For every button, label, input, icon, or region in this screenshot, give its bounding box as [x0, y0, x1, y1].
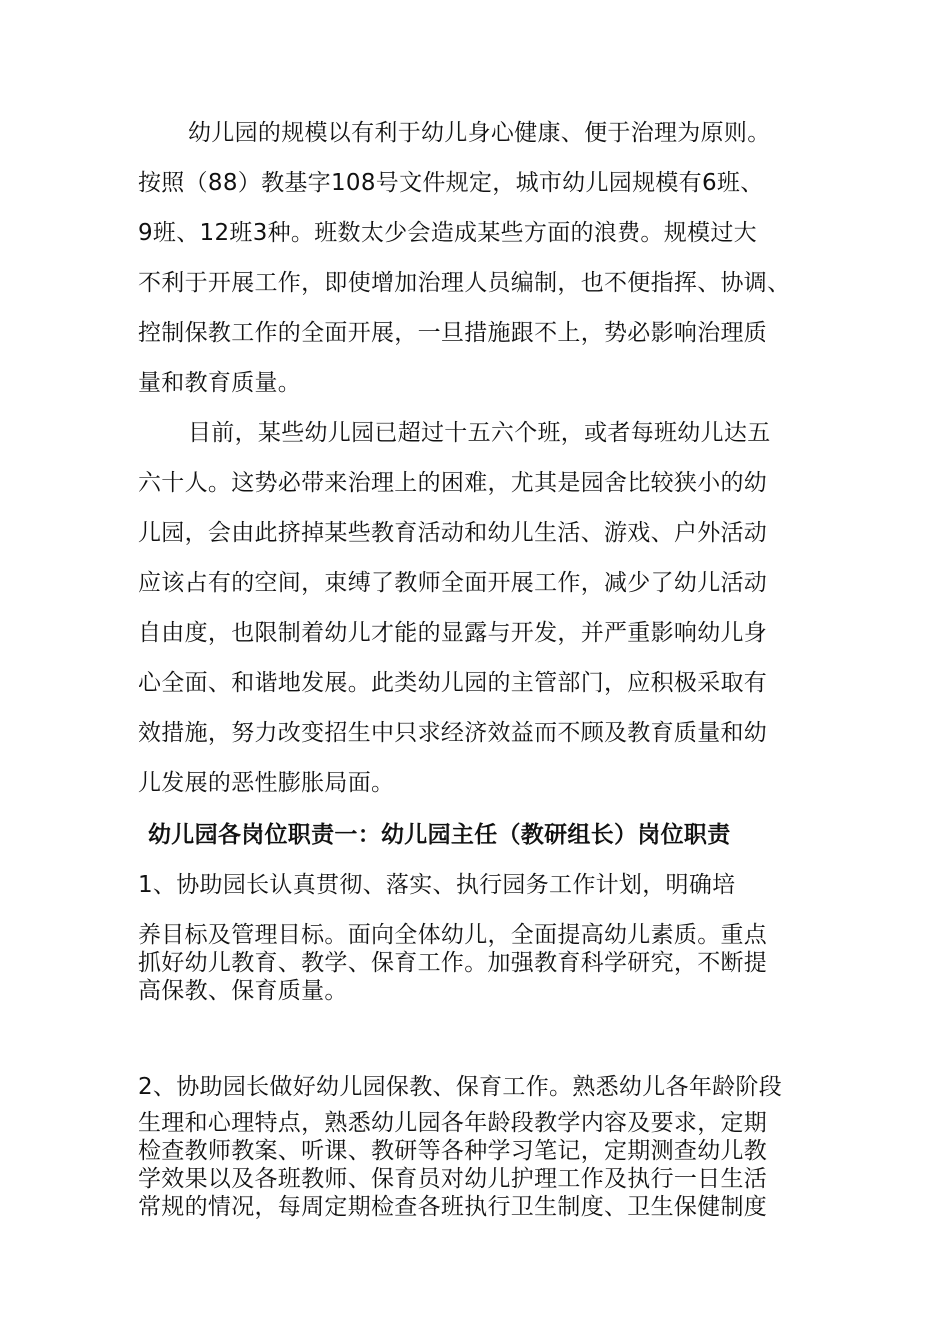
item-2-line-1: 2、协助园长做好幼儿园保教、保育工作。熟悉幼儿各年龄阶段	[138, 1074, 783, 1100]
paragraph-1-line-6: 量和教育质量。	[138, 370, 302, 396]
item-2-line-5: 常规的情况，每周定期检查各班执行卫生制度、卫生保健制度	[138, 1194, 768, 1220]
paragraph-1-line-3: 9班、12班3种。班数太少会造成某些方面的浪费。规模过大	[138, 220, 757, 246]
paragraph-1-line-5: 控制保教工作的全面开展，一旦措施跟不上，势必影响治理质	[138, 320, 768, 346]
item-2-line-4: 学效果以及各班教师、保育员对幼儿护理工作及执行一日生活	[138, 1166, 768, 1192]
paragraph-2-line-4: 应该占有的空间，束缚了教师全面开展工作，减少了幼儿活动	[138, 570, 768, 596]
paragraph-2-line-8: 儿发展的恶性膨胀局面。	[138, 770, 395, 796]
item-1-line-2: 养目标及管理目标。面向全体幼儿，全面提高幼儿素质。重点	[138, 922, 768, 948]
paragraph-2-line-1: 目前，某些幼儿园已超过十五六个班，或者每班幼儿达五	[188, 420, 771, 446]
item-1-line-4: 高保教、保育质量。	[138, 978, 348, 1004]
paragraph-1-line-1: 幼儿园的规模以有利于幼儿身心健康、便于治理为原则。	[188, 120, 771, 146]
paragraph-2-line-7: 效措施，努力改变招生中只求经济效益而不顾及教育质量和幼	[138, 720, 768, 746]
paragraph-2-line-2: 六十人。这势必带来治理上的困难，尤其是园舍比较狭小的幼	[138, 470, 768, 496]
item-2-line-2: 生理和心理特点，熟悉幼儿园各年龄段教学内容及要求，定期	[138, 1110, 768, 1136]
item-1-line-3: 抓好幼儿教育、教学、保育工作。加强教育科学研究，不断提	[138, 950, 768, 976]
paragraph-2-line-6: 心全面、和谐地发展。此类幼儿园的主管部门，应积极采取有	[138, 670, 768, 696]
paragraph-2-line-3: 儿园，会由此挤掉某些教育活动和幼儿生活、游戏、户外活动	[138, 520, 768, 546]
paragraph-1-line-2: 按照（88）教基字108号文件规定，城市幼儿园规模有6班、	[138, 170, 764, 196]
item-2-line-3: 检查教师教案、听课、教研等各种学习笔记，定期测查幼儿教	[138, 1138, 768, 1164]
section-heading: 幼儿园各岗位职责一：幼儿园主任（教研组长）岗位职责	[148, 822, 731, 848]
paragraph-2-line-5: 自由度，也限制着幼儿才能的显露与开发，并严重影响幼儿身	[138, 620, 768, 646]
paragraph-1-line-4: 不利于开展工作，即使增加治理人员编制，也不便指挥、协调、	[138, 270, 791, 296]
item-1-line-1: 1、协助园长认真贯彻、落实、执行园务工作计划，明确培	[138, 872, 736, 898]
